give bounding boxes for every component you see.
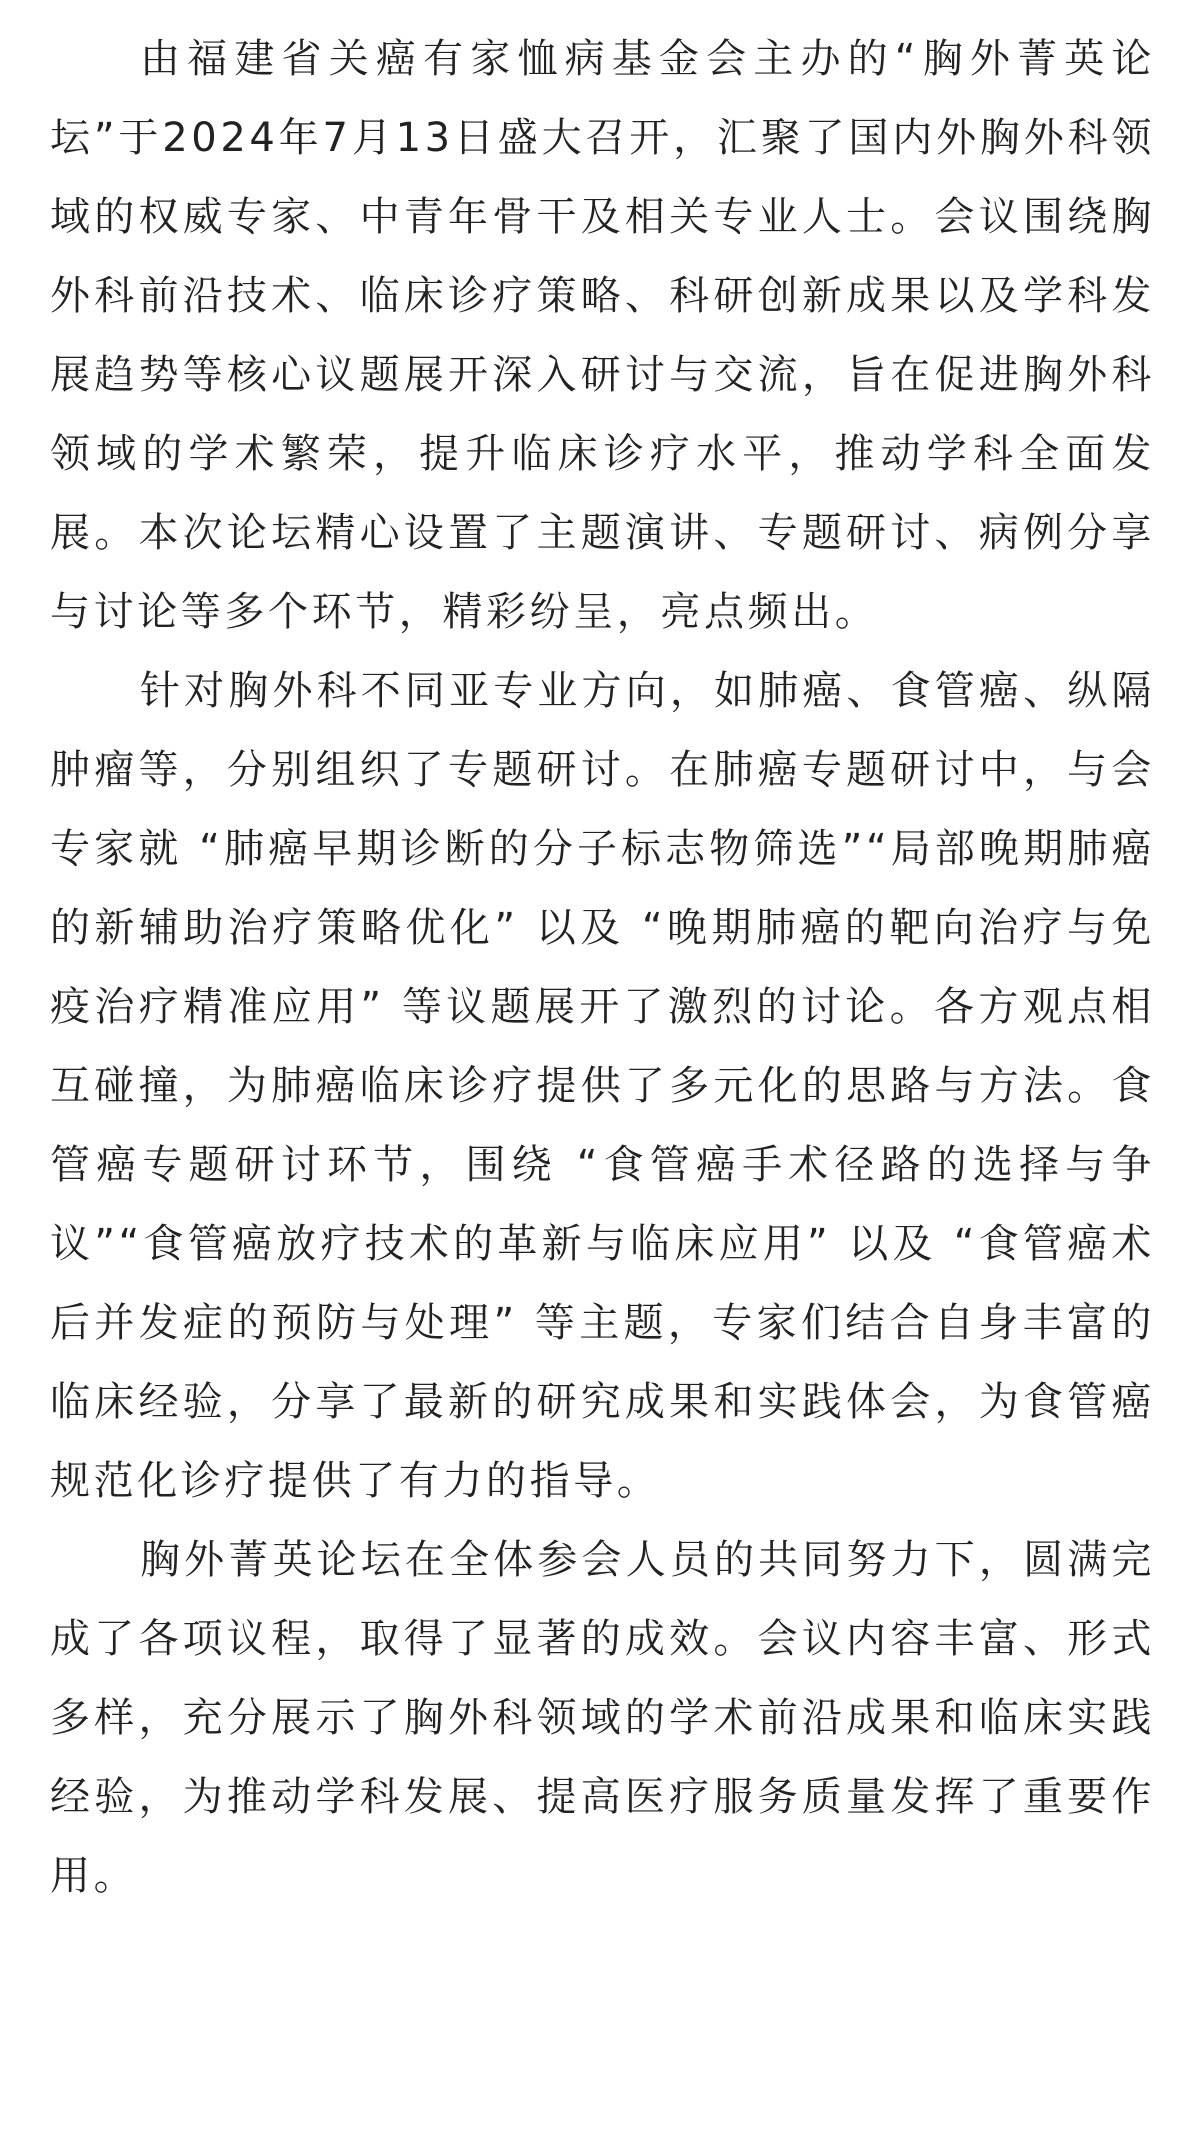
paragraph-topics: 针对胸外科不同亚专业方向，如肺癌、食管癌、纵隔肿瘤等，分别组织了专题研讨。在肺癌专题研讨中，与会专家就 “肺癌早期诊断的分子标志物筛选”“局部晚期肺癌的新辅助治疗策略优化” 以及 “晚期肺癌的靶向治疗与免疫治疗精准应用” 等议题展开了激烈的讨论。各方观点相互碰撞，为肺癌临床诊疗提供了多元化的思路与方法。食管癌专题研讨环节，围绕 “食管癌手术径路的选择与争议”“食管癌放疗技术的革新与临床应用” 以及 “食管癌术后并发症的预防与处理” 等主题，专家们结合自身丰富的临床经验，分享了最新的研究成果和实践体会，为食管癌规范化诊疗提供了有力的指导。 — [50, 668, 1155, 1504]
paragraph-conclusion: 胸外菁英论坛在全体参会人员的共同努力下，圆满完成了各项议程，取得了显著的成效。会议内容丰富、形式多样，充分展示了胸外科领域的学术前沿成果和临床实践经验，为推动学科发展、提高医疗服务质量发挥了重要作用。 — [50, 1537, 1155, 1899]
paragraph-intro: 由福建省关癌有家恤病基金会主办的“胸外菁英论坛”于2024年7月13日盛大召开，汇聚了国内外胸外科领域的权威专家、中青年骨干及相关专业人士。会议围绕胸外科前沿技术、临床诊疗策略、科研创新成果以及学科发展趋势等核心议题展开深入研讨与交流，旨在促进胸外科领域的学术繁荣，提升临床诊疗水平，推动学科全面发展。本次论坛精心设置了主题演讲、专题研讨、病例分享与讨论等多个环节，精彩纷呈，亮点频出。 — [50, 36, 1155, 635]
article-body — [50, 20, 1155, 1916]
